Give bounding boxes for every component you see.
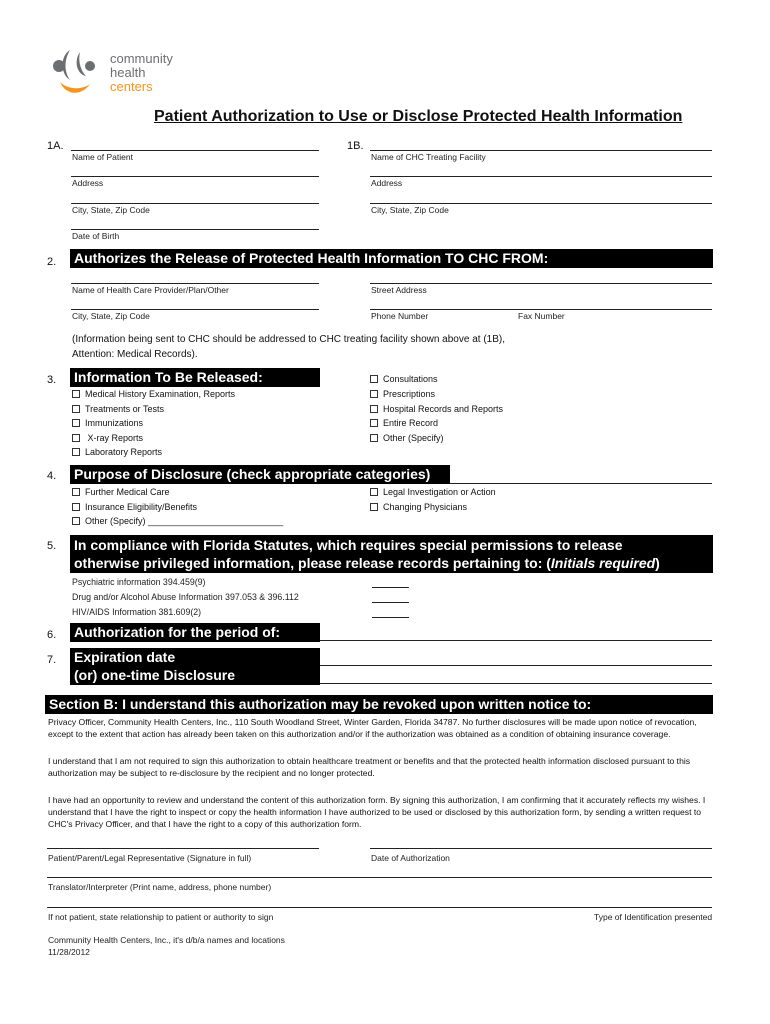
sec7-header-line-1: Expiration date — [74, 649, 176, 665]
checkbox-purpose-other[interactable] — [72, 516, 283, 526]
period-line[interactable] — [320, 640, 712, 641]
logo-line-3: centers — [110, 79, 153, 94]
hiv-initials[interactable] — [372, 617, 409, 618]
sec4-header: Purpose of Disclosure (check appropriate categories) — [70, 465, 450, 484]
page-title: Patient Authorization to Use or Disclose Protected Health Information — [154, 108, 683, 125]
checkbox-label: Legal Investigation or Action — [383, 487, 496, 497]
translator-label: Translator/Interpreter (Print name, address, phone number) — [48, 882, 272, 892]
section-b-para-1: Privacy Officer, Community Health Centers, Inc., 110 South Woodland Street, Winter Garden, Florida 34787. No further disclosures will be made upon notice of revocation, except to the extent that action has already been taken on this authorization and/or if the authorization was obtained as a condition of obtaining insurance coverage. — [48, 717, 697, 739]
expiration-line[interactable] — [320, 665, 712, 666]
checkbox-label: Further Medical Care — [85, 487, 170, 497]
sec2-note-line-2: Attention: Medical Records). — [72, 349, 198, 360]
checkbox-box[interactable] — [370, 434, 378, 442]
facility-address-label: Address — [371, 178, 403, 188]
sec2-note-line-1: (Information being sent to CHC should be addressed to CHC treating facility shown above at (1B), — [72, 334, 505, 345]
street-line[interactable] — [370, 283, 712, 284]
logo-line-1: community — [110, 51, 173, 66]
sec1a-number: 1A. — [47, 140, 64, 152]
sec2-header: Authorizes the Release of Protected Health Information TO CHC FROM: — [70, 249, 713, 268]
checkbox-other-specify[interactable] — [370, 433, 444, 443]
checkbox-label: Other (Specify) ___________________________ — [85, 516, 284, 526]
checkbox-box[interactable] — [370, 419, 378, 427]
sec7-header — [70, 648, 320, 685]
sec5-header-line-1: In compliance with Florida Statutes, which requires special permissions to release — [74, 537, 623, 553]
date-authorization-label: Date of Authorization — [371, 853, 450, 863]
id-type-label: Type of Identification presented — [594, 912, 713, 922]
checkbox-hospital-records[interactable] — [370, 404, 503, 414]
checkbox-prescriptions[interactable] — [370, 389, 435, 399]
sec6-header: Authorization for the period of: — [70, 623, 320, 642]
checkbox-label: Insurance Eligibility/Benefits — [85, 502, 198, 512]
checkbox-box[interactable] — [72, 517, 80, 525]
checkbox-label: Consultations — [383, 374, 438, 384]
checkbox-box[interactable] — [72, 503, 80, 511]
footer-date: 11/28/2012 — [48, 947, 90, 957]
relationship-label: If not patient, state relationship to patient or authority to sign — [48, 912, 274, 922]
date-authorization-line[interactable] — [370, 848, 712, 849]
sec4-number: 4. — [47, 470, 57, 482]
checkbox-box[interactable] — [72, 405, 80, 413]
patient-address-line[interactable] — [71, 176, 319, 177]
street-label: Street Address — [371, 285, 427, 295]
sec5-header-close: ) — [655, 555, 660, 571]
footer-line-1: Community Health Centers, Inc., it's d/b/a names and locations — [48, 935, 285, 945]
sec7-header-line-2: (or) one-time Disclosure — [74, 667, 236, 683]
checkbox-box[interactable] — [370, 375, 378, 383]
checkbox-box[interactable] — [370, 390, 378, 398]
checkbox-label: Entire Record — [383, 418, 439, 428]
checkbox-insurance[interactable] — [72, 502, 197, 512]
sec5-header — [70, 535, 713, 573]
checkbox-label: Hospital Records and Reports — [383, 404, 504, 414]
sec5-number: 5. — [47, 540, 57, 552]
fax-label: Fax Number — [518, 311, 565, 321]
facility-address-line[interactable] — [370, 176, 712, 177]
sec5-header-text: otherwise privileged information, please release records pertaining to: ( — [74, 555, 551, 571]
provider-csz-label: City, State, Zip Code — [72, 311, 150, 321]
patient-name-label: Name of Patient — [72, 152, 133, 162]
provider-csz-line[interactable] — [71, 309, 319, 310]
logo — [50, 46, 200, 102]
translator-line[interactable] — [47, 877, 712, 878]
hiv-label: HIV/AIDS Information 381.609(2) — [72, 607, 202, 617]
checkbox-label: Laboratory Reports — [85, 447, 163, 457]
section-b-header: Section B: I understand this authorization may be revoked upon written notice to: — [45, 695, 713, 714]
checkbox-changing-physicians[interactable] — [370, 502, 467, 512]
sec5-header-line-2 — [74, 554, 709, 572]
relationship-line[interactable] — [47, 907, 712, 908]
psychiatric-initials[interactable] — [372, 587, 409, 588]
facility-csz-line[interactable] — [370, 203, 712, 204]
patient-signature-label: Patient/Parent/Legal Representative (Signature in full) — [48, 853, 252, 863]
checkbox-box[interactable] — [370, 405, 378, 413]
checkbox-treatments[interactable] — [72, 404, 164, 414]
checkbox-xray[interactable] — [72, 433, 143, 443]
facility-name-line[interactable] — [370, 150, 712, 151]
checkbox-label: Immunizations — [85, 418, 144, 428]
patient-name-line[interactable] — [71, 150, 319, 151]
sec6-number: 6. — [47, 629, 57, 641]
logo-line-2: health — [110, 65, 146, 80]
checkbox-medical-history[interactable] — [72, 389, 235, 399]
one-time-line[interactable] — [320, 683, 712, 684]
facility-csz-label: City, State, Zip Code — [371, 205, 449, 215]
checkbox-further-care[interactable] — [72, 487, 170, 497]
section-b-para-3: I have had an opportunity to review and understand the content of this authorization form. By signing this authorization, I am confirming that it accurately reflects my wishes. I understand that I have the right to inspect or copy the health information I have authorized to be used or disclosed by this authorization form, by sending a written request to CHC's Privacy Officer, and that I have the right to a copy of this authorization form. — [48, 795, 706, 829]
checkbox-entire-record[interactable] — [370, 418, 438, 428]
phone-line[interactable] — [370, 309, 712, 310]
checkbox-label: Medical History Examination, Reports — [85, 389, 236, 399]
checkbox-box[interactable] — [72, 448, 80, 456]
sec1b-number: 1B. — [347, 140, 364, 152]
patient-signature-line[interactable] — [47, 848, 319, 849]
logo-text — [110, 52, 173, 94]
checkbox-box[interactable] — [72, 390, 80, 398]
checkbox-box[interactable] — [72, 419, 80, 427]
phone-label: Phone Number — [371, 311, 429, 321]
checkbox-label: Other (Specify) — [383, 433, 444, 443]
section-b-para-2: I understand that I am not required to sign this authorization to obtain healthcare treatment or benefits and that the protected health information disclosed pursuant to this authorization may be subject to re-disclosure by the recipient and no longer protected. — [48, 756, 691, 778]
checkbox-box[interactable] — [72, 434, 80, 442]
dob-label: Date of Birth — [72, 231, 120, 241]
checkbox-laboratory[interactable] — [72, 447, 162, 457]
patient-csz-label: City, State, Zip Code — [72, 205, 150, 215]
sec3-header: Information To Be Released: — [70, 368, 320, 387]
sec4-header-rule — [450, 483, 712, 484]
checkbox-label: Changing Physicians — [383, 502, 468, 512]
sec3-number: 3. — [47, 374, 57, 386]
initials-required: Initials required — [550, 555, 656, 571]
sec7-number: 7. — [47, 654, 57, 666]
sec2-note — [72, 332, 505, 362]
facility-name-label: Name of CHC Treating Facility — [371, 152, 486, 162]
psychiatric-label: Psychiatric information 394.459(9) — [72, 577, 206, 587]
patient-csz-line[interactable] — [71, 203, 319, 204]
checkbox-label: Treatments or Tests — [85, 404, 165, 414]
checkbox-label: X-ray Reports — [85, 433, 144, 443]
checkbox-box[interactable] — [72, 488, 80, 496]
drug-alcohol-label: Drug and/or Alcohol Abuse Information 397.053 & 396.112 — [72, 592, 299, 602]
checkbox-immunizations[interactable] — [72, 418, 143, 428]
sec2-number: 2. — [47, 256, 57, 268]
logo-icon — [50, 46, 96, 98]
provider-label: Name of Health Care Provider/Plan/Other — [72, 285, 229, 295]
checkbox-consultations[interactable] — [370, 374, 438, 384]
drug-alcohol-initials[interactable] — [372, 602, 409, 603]
provider-line[interactable] — [71, 283, 319, 284]
patient-address-label: Address — [72, 178, 104, 188]
checkbox-box[interactable] — [370, 503, 378, 511]
dob-line[interactable] — [71, 229, 319, 230]
checkbox-box[interactable] — [370, 488, 378, 496]
checkbox-legal[interactable] — [370, 487, 496, 497]
checkbox-label: Prescriptions — [383, 389, 436, 399]
